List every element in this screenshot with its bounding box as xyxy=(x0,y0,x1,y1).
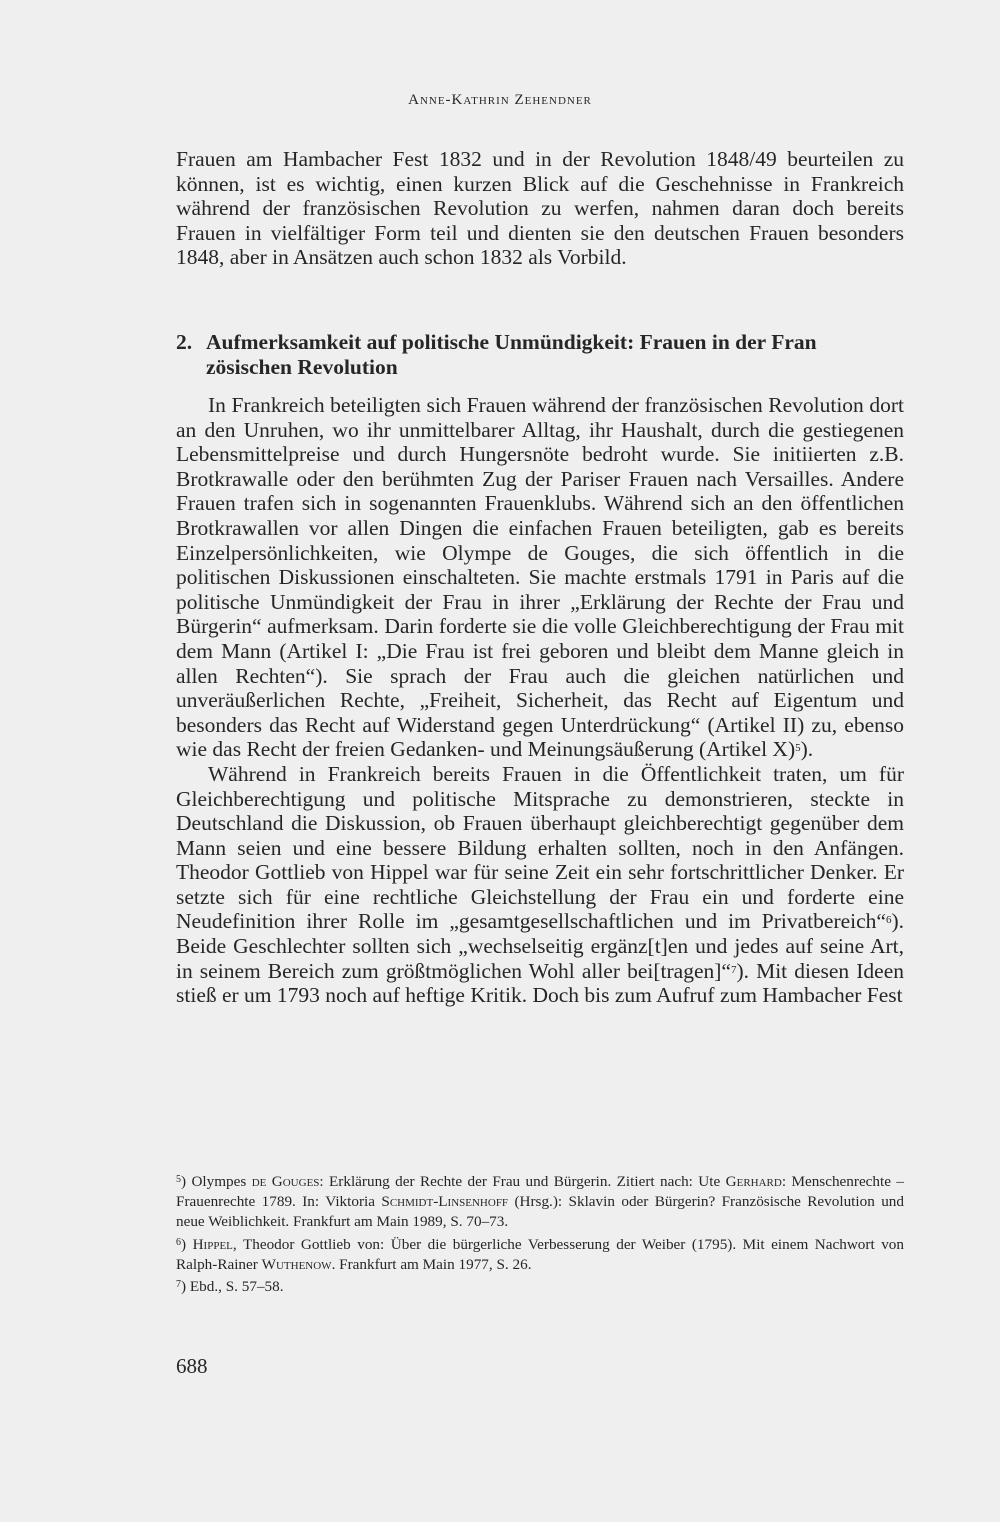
section-title-line2: zösischen Revolution xyxy=(206,354,398,379)
footnote-7 xyxy=(176,1275,904,1297)
paragraph-text: In Frankreich beteiligten sich Frauen während der französischen Revolution dort an den Unruhen, wo ihr unmittelbarer Alltag, ihr Haushalt, durch die gestiegenen Lebensmittelpreise und durch Hungersnöte bedroht wurde. Sie initiierten z.B. Brotkrawalle oder den berühmten Zug der Pariser Frauen nach Versailles. Andere Frauen trafen sich in sogenannten Frauenklubs. Während sich an den öffentlichen Brotkrawallen vor allen Dingen die einfachen Frauen beteiligten, gab es bereits Einzelpersönlichkeiten, wie Olympe de Gouges, die sich öffentlich in die politischen Diskussionen einschalteten. Sie machte erstmals 1791 in Paris auf die politische Unmündigkeit der Frau in ihrer „Erklärung der Rechte der Frau und Bürgerin“ aufmerksam. Darin forderte sie die volle Gleichberechtigung der Frau mit dem Mann (Artikel I: „Die Frau ist frei geboren und bleibt dem Manne gleich in allen Rechten“). Sie sprach der Frau auch die gleichen natürlichen und unveräußerlichen Rechte, „Freiheit, Sicherheit, das Recht auf Eigentum und besonders das Recht auf Widerstand gegen Unterdrückung“ (Artikel II) zu, ebenso wie das Recht der freien Gedanken- und Meinungsäußerung (Artikel X) xyxy=(176,393,904,762)
footnote-5 xyxy=(176,1170,904,1233)
section-number: 2. xyxy=(176,330,193,354)
paragraph-text: Frauen am Hambacher Fest 1832 und in der Revolution 1848/49 beurteilen zu können, ist es wichtig, einen kurzen Blick auf die Geschehnisse in Frankreich während der französischen Revolution zu werfen, nahmen daran doch bereits Frauen in vielfältiger Form teil und dienten sie den deutschen Frauen besonders 1848, aber in Ansätzen auch schon 1832 als Vorbild. xyxy=(176,147,904,270)
footnote-author: Wuthenow xyxy=(261,1255,332,1273)
footnote-ref: 6 xyxy=(885,914,892,927)
footnote-text: , Theodor Gottlieb von: Über die bürgerliche Verbesserung der Weiber (1795). Mit einem Nachwort von Ralph-Rainer xyxy=(176,1235,904,1273)
paragraph xyxy=(176,393,904,762)
footnote-ref: 5 xyxy=(795,742,801,755)
footnote-text: ) Ebd., S. 57–58. xyxy=(181,1278,284,1296)
running-head: Anne-Kathrin Zehendner xyxy=(408,92,592,108)
section-heading xyxy=(176,330,904,379)
section-title-line1: Aufmerksamkeit auf politische Unmündigkeit: Frauen in der Fran xyxy=(206,330,817,354)
footnote-ref: 7 xyxy=(730,963,737,976)
footnote-text: . Frankfurt am Main 1977, S. 26. xyxy=(331,1255,532,1273)
footnote-author: Schmidt-Linsenhoff xyxy=(381,1193,509,1211)
footnote-text: ) Olympes xyxy=(181,1173,252,1190)
footnote-author: Hippel xyxy=(192,1235,233,1253)
footnote-mark: 7 xyxy=(176,1279,181,1291)
paragraph xyxy=(176,762,904,1008)
footnote-mark: 5 xyxy=(176,1174,181,1185)
footnote-text: ) xyxy=(181,1235,193,1253)
footnotes xyxy=(176,1170,904,1297)
paragraph-text: ). Beide Geschlechter sollten sich „wechselseitig ergänz[t]en und jedes auf seine Art, in seinem Bereich zum größtmöglichen Wohl aller bei[tragen]“ xyxy=(176,909,904,983)
footnote-mark: 6 xyxy=(176,1236,181,1248)
page-number: 688 xyxy=(176,1354,208,1378)
footnote-6 xyxy=(176,1233,904,1275)
paragraph-text-end: ). xyxy=(800,737,814,762)
footnote-author: de Gouges xyxy=(251,1173,320,1190)
body-text xyxy=(176,393,904,1008)
footnote-text: : Menschenrechte – Frauenrechte 1789. In: Viktoria xyxy=(176,1173,904,1211)
footnote-author: Gerhard xyxy=(725,1173,782,1190)
paragraph-text: ). Mit diesen Ideen stieß er um 1793 noch auf heftige Kritik. Doch bis zum Aufruf zum Hambacher Fest xyxy=(176,958,904,1008)
footnote-text: : Erklärung der Rechte der Frau und Bürgerin. Zitiert nach: Ute xyxy=(319,1173,726,1190)
paragraph-text: Während in Frankreich bereits Frauen in die Öffentlichkeit traten, um für Gleichberechtigung und politische Mitsprache zu demonstrieren, steckte in Deutschland die Diskussion, ob Frauen überhaupt gleichberechtigt gegenüber dem Mann seien und eine bessere Bildung erhalten sollten, noch in den Anfängen. Theodor Gottlieb von Hippel war für seine Zeit ein sehr fortschrittlicher Denker. Er setzte sich für eine rechtliche Gleichstellung der Frau ein und forderte eine Neudefinition ihrer Rolle im „gesamtgesellschaftlichen und im Privatbereich“ xyxy=(176,761,904,934)
footnote-text: (Hrsg.): Sklavin oder Bürgerin? Französische Revolution und neue Weiblichkeit. Frankfurt am Main 1989, S. 70–73. xyxy=(176,1193,904,1231)
intro-paragraph xyxy=(176,147,904,270)
